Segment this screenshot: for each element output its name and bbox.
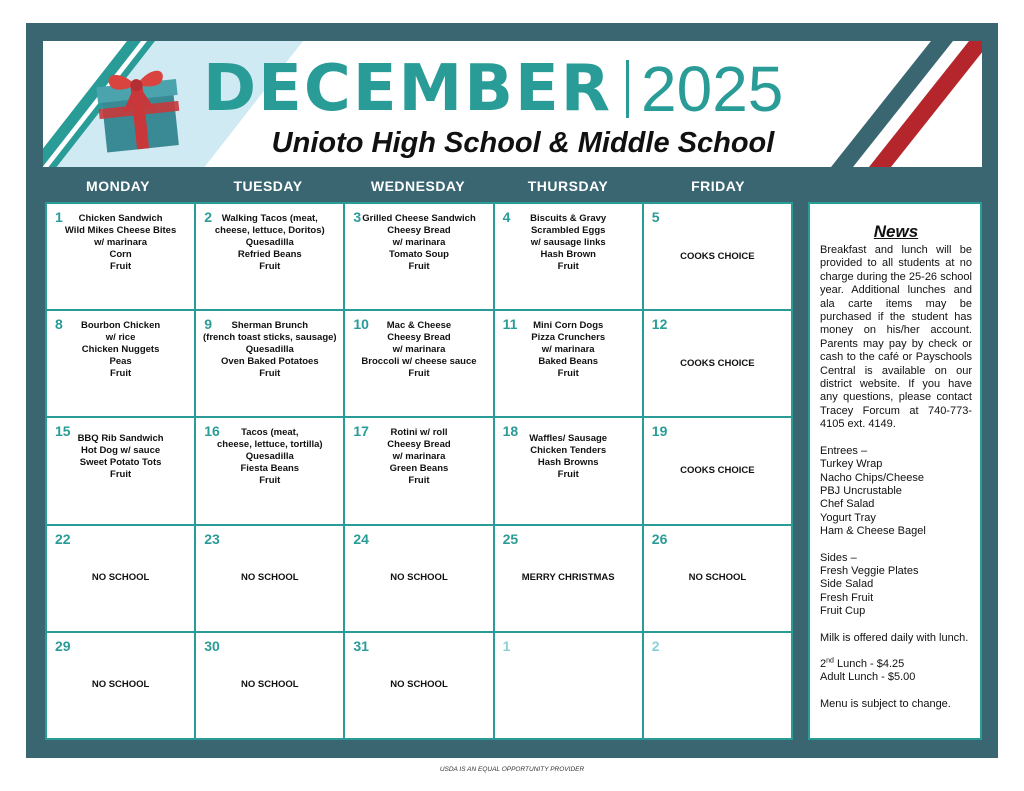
day-cell xyxy=(196,633,343,738)
day-cell xyxy=(345,204,492,309)
menu-text: NO SCHOOL xyxy=(91,572,150,584)
day-cell xyxy=(345,418,492,523)
second-lunch-suffix: nd xyxy=(826,657,834,665)
day-number: 30 xyxy=(204,637,220,654)
day-number: 18 xyxy=(502,423,519,440)
news-title: News xyxy=(873,222,919,241)
news-panel xyxy=(808,202,982,740)
day-cell xyxy=(644,311,791,416)
day-cell xyxy=(495,204,642,309)
day-number: 4 xyxy=(502,209,511,225)
day-label-tuesday: TUESDAY xyxy=(233,178,303,194)
adult-lunch-price: Adult Lunch - $5.00 xyxy=(820,671,916,684)
day-number: 26 xyxy=(651,530,668,547)
day-cell xyxy=(345,526,492,631)
day-number: 19 xyxy=(651,423,668,440)
day-label-friday: FRIDAY xyxy=(691,178,745,194)
side-item: Fruit Cup xyxy=(820,605,866,618)
menu-text: Mini Corn Dogs Pizza Crunchers w/ marinara Baked Beans Fruit xyxy=(531,319,606,379)
menu-text: Biscuits & Gravy Scrambled Eggs w/ sausage links Hash Brown Fruit xyxy=(530,212,607,272)
day-number: 5 xyxy=(651,209,660,225)
day-cell xyxy=(495,526,642,631)
title-divider xyxy=(626,60,629,118)
second-lunch-number: 2 xyxy=(820,657,827,670)
side-item: Side Salad xyxy=(820,578,874,591)
day-cell xyxy=(345,311,492,416)
entree-item: Turkey Wrap xyxy=(820,458,883,471)
day-number: 24 xyxy=(353,530,369,547)
day-cell xyxy=(644,633,791,738)
menu-text: NO SCHOOL xyxy=(91,679,150,691)
entree-item: Nacho Chips/Cheese xyxy=(820,471,924,484)
year-title: 2025 xyxy=(641,53,784,125)
day-cell xyxy=(47,418,194,523)
day-number: 12 xyxy=(651,316,668,333)
day-number: 1 xyxy=(55,209,63,225)
menu-text: COOKS CHOICE xyxy=(680,357,755,369)
day-number: 15 xyxy=(55,423,71,440)
day-label-monday: MONDAY xyxy=(86,178,150,194)
entree-item: Ham & Cheese Bagel xyxy=(820,525,926,538)
day-cell xyxy=(644,204,791,309)
day-number: 2 xyxy=(204,209,212,225)
day-cell xyxy=(47,633,194,738)
day-number: 23 xyxy=(204,530,220,547)
day-number: 3 xyxy=(353,209,362,225)
side-item: Fresh Veggie Plates xyxy=(820,564,919,577)
menu-text: NO SCHOOL xyxy=(241,679,299,691)
entree-item: Chef Salad xyxy=(820,498,875,511)
day-cell xyxy=(196,311,343,416)
day-number: 11 xyxy=(502,316,518,333)
day-cell xyxy=(47,311,194,416)
day-number: 17 xyxy=(353,423,369,440)
menu-text: Sherman Brunch (french toast sticks, sausage) Quesadilla Oven Baked Potatoes Fruit xyxy=(203,319,337,379)
school-name: Unioto High School & Middle School xyxy=(271,127,775,159)
menu-text: COOKS CHOICE xyxy=(680,464,755,476)
day-cell xyxy=(644,526,791,631)
month-title: DECEMBER xyxy=(203,52,612,126)
day-cell xyxy=(196,204,343,309)
day-number: 9 xyxy=(204,316,212,333)
prices xyxy=(820,658,972,685)
news-intro: Breakfast and lunch will be provided to all students at no charge during the 25-26 school year. Additional lunches and ala carte items may be purchased if the student has money on his/her account. Parents may pay by check or cash to the café or Payschools Central is available on our district website. If you have any questions, please contact Tracey Forcum at 740-773-4105 ext. 4149. xyxy=(820,244,972,431)
menu-text: NO SCHOOL xyxy=(390,679,448,691)
day-number: 2 xyxy=(651,637,660,654)
day-cell xyxy=(345,633,492,738)
day-cell xyxy=(196,526,343,631)
menu-text: Mac & Cheese Cheesy Bread w/ marinara Broccoli w/ cheese sauce Fruit xyxy=(361,319,477,379)
day-cell xyxy=(644,418,791,523)
header-banner xyxy=(43,41,982,167)
menu-text: Bourbon Chicken w/ rice Chicken Nuggets Peas Fruit xyxy=(81,319,161,379)
day-cell xyxy=(196,418,343,523)
sides-list xyxy=(820,552,972,619)
menu-text: Rotini w/ roll Cheesy Bread w/ marinara Green Beans Fruit xyxy=(387,426,451,486)
entrees-list xyxy=(820,445,972,539)
second-lunch-text: Lunch - $4.25 xyxy=(833,657,905,670)
day-number: 22 xyxy=(55,530,71,547)
day-cell xyxy=(495,633,642,738)
entree-item: PBJ Uncrustable xyxy=(820,484,902,497)
day-cell xyxy=(495,311,642,416)
menu-text: Grilled Cheese Sandwich Cheesy Bread w/ marinara Tomato Soup Fruit xyxy=(362,212,476,272)
menu-text: Waffles/ Sausage Chicken Tenders Hash Browns Fruit xyxy=(529,432,608,480)
menu-text: NO SCHOOL xyxy=(241,572,299,584)
menu-disclaimer: Menu is subject to change. xyxy=(820,697,951,710)
day-number: 10 xyxy=(353,316,369,333)
day-cell xyxy=(47,204,194,309)
day-cell xyxy=(495,418,642,523)
day-number: 1 xyxy=(502,637,511,654)
day-label-wednesday: WEDNESDAY xyxy=(370,178,466,194)
usda-footer: USDA IS AN EQUAL OPPORTUNITY PROVIDER xyxy=(439,766,585,773)
second-lunch-price xyxy=(820,658,972,671)
day-label-thursday: THURSDAY xyxy=(527,178,609,194)
menu-text: MERRY CHRISTMAS xyxy=(521,572,615,584)
side-item: Fresh Fruit xyxy=(820,591,874,604)
menu-text: Walking Tacos (meat, cheese, lettuce, Doritos) Quesadilla Refried Beans Fruit xyxy=(214,212,325,272)
day-number: 31 xyxy=(353,637,369,654)
milk-note: Milk is offered daily with lunch. xyxy=(820,631,969,644)
menu-text: NO SCHOOL xyxy=(688,572,747,584)
calendar-title xyxy=(203,49,843,129)
entree-item: Yogurt Tray xyxy=(820,511,876,524)
entrees-title: Entrees – xyxy=(820,444,868,457)
menu-text: COOKS CHOICE xyxy=(680,250,755,262)
sides-title: Sides – xyxy=(820,551,857,564)
day-number: 29 xyxy=(55,637,71,654)
day-cell xyxy=(47,526,194,631)
day-number: 8 xyxy=(55,316,63,333)
calendar-grid xyxy=(45,202,793,740)
menu-text: NO SCHOOL xyxy=(390,572,448,584)
gift-icon xyxy=(93,65,185,155)
menu-text: BBQ Rib Sandwich Hot Dog w/ sauce Sweet Potato Tots Fruit xyxy=(77,432,164,480)
menu-text: Chicken Sandwich Wild Mikes Cheese Bites w/ marinara Corn Fruit xyxy=(64,212,177,272)
day-number: 16 xyxy=(204,423,220,440)
weekday-header xyxy=(43,173,795,199)
day-number: 25 xyxy=(502,530,519,547)
menu-text: Tacos (meat, cheese, lettuce, tortilla) Quesadilla Fiesta Beans Fruit xyxy=(216,426,323,486)
